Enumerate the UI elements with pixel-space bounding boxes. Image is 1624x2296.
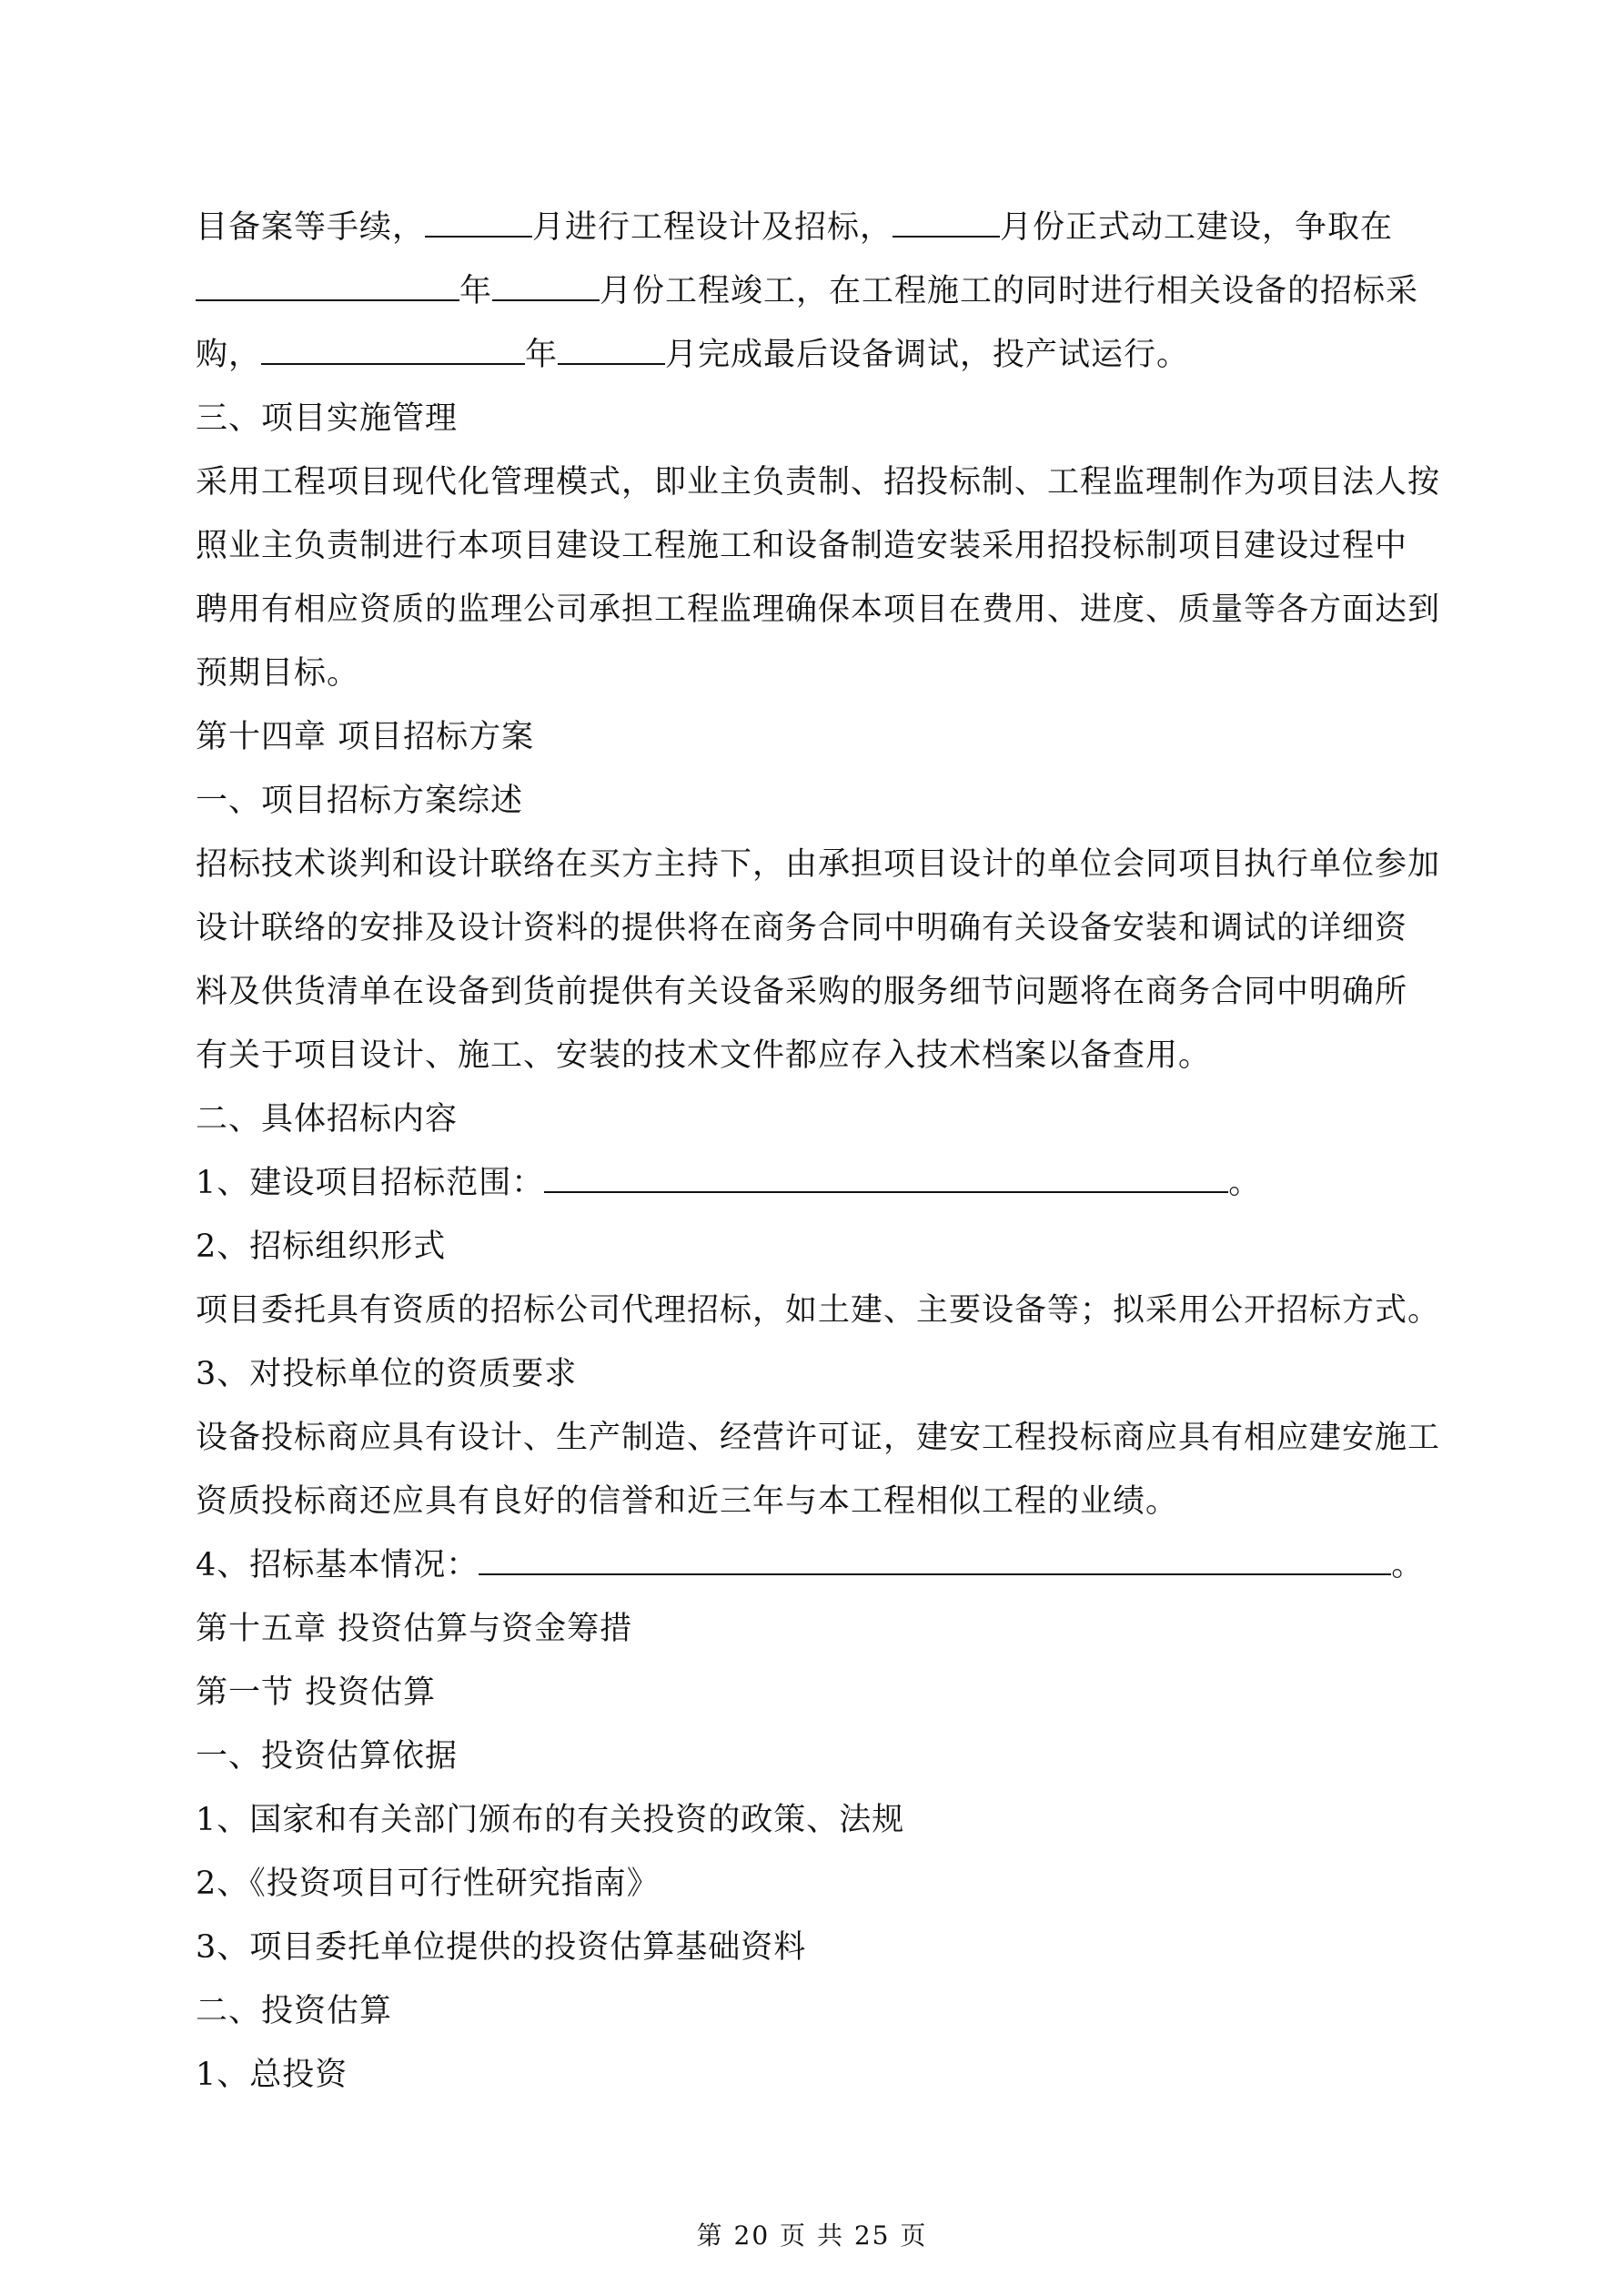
section-heading: 二、具体招标内容 (196, 1101, 459, 1138)
paragraph-line: 设计联络的安排及设计资料的提供将在商务合同中明确有关设备安装和调试的详细资 (196, 910, 1408, 946)
text: 年 (459, 273, 493, 309)
list-item: 1、国家和有关部门颁布的有关投资的政策、法规 (196, 1802, 905, 1838)
text: 。 (1228, 1165, 1262, 1201)
text: 目备案等手续， (196, 209, 426, 246)
text: 1、建设项目招标范围： (196, 1165, 545, 1201)
text: 购， (196, 337, 262, 373)
section-heading: 二、投资估算 (196, 1993, 393, 2029)
page-footer: 第 20 页 共 25 页 (696, 2220, 928, 2250)
chapter-heading: 第十四章 项目招标方案 (196, 719, 535, 755)
subsection-heading: 3、对投标单位的资质要求 (196, 1356, 578, 1392)
text: 4、招标基本情况： (196, 1547, 479, 1583)
paragraph-line: 采用工程项目现代化管理模式，即业主负责制、招投标制、工程监理制作为项目法人按 (196, 464, 1441, 501)
paragraph-line: 项目委托具有资质的招标公司代理招标，如土建、主要设备等；拟采用公开招标方式。 (196, 1292, 1441, 1329)
paragraph-line: 招标技术谈判和设计联络在买方主持下，由承担项目设计的单位会同项目执行单位参加 (196, 846, 1441, 883)
blank-field[interactable] (558, 336, 665, 365)
section-heading: 一、投资估算依据 (196, 1738, 459, 1775)
text: 。 (1391, 1547, 1425, 1583)
section-heading: 三、项目实施管理 (196, 400, 459, 437)
chapter-heading: 第十五章 投资估算与资金筹措 (196, 1611, 633, 1647)
paragraph-line (196, 207, 1393, 248)
paragraph-line: 料及供货清单在设备到货前提供有关设备采购的服务细节问题将在商务合同中明确所 (196, 974, 1408, 1010)
blank-field[interactable] (425, 208, 532, 238)
paragraph-line: 设备投标商应具有设计、生产制造、经营许可证，建安工程投标商应具有相应建安施工 (196, 1420, 1441, 1456)
blank-field[interactable] (492, 272, 600, 301)
blank-field[interactable] (196, 272, 459, 301)
section-heading: 第一节 投资估算 (196, 1674, 437, 1711)
text: 月进行工程设计及招标， (532, 209, 893, 246)
paragraph-line (196, 335, 1189, 375)
paragraph-line: 照业主负责制进行本项目建设工程施工和设备制造安装采用招投标制项目建设过程中 (196, 528, 1408, 564)
list-item: 3、项目委托单位提供的投资估算基础资料 (196, 1929, 807, 1966)
paragraph-line: 有关于项目设计、施工、安装的技术文件都应存入技术档案以备查用。 (196, 1037, 1212, 1074)
paragraph-line (196, 271, 1418, 311)
list-item: 2、《投资项目可行性研究指南》 (196, 1866, 660, 1902)
paragraph-line (196, 1163, 1261, 1203)
paragraph-line: 聘用有相应资质的监理公司承担工程监理确保本项目在费用、进度、质量等各方面达到 (196, 592, 1441, 628)
blank-field[interactable] (261, 336, 525, 365)
blank-field[interactable] (544, 1164, 1228, 1193)
list-item: 1、总投资 (196, 2057, 348, 2093)
text: 月份正式动工建设，争取在 (1000, 209, 1394, 246)
text: 年 (525, 337, 559, 373)
section-heading: 一、项目招标方案综述 (196, 783, 524, 819)
blank-field[interactable] (893, 208, 1000, 238)
paragraph-line (196, 1545, 1424, 1585)
text: 月份工程竣工，在工程施工的同时进行相关设备的招标采 (600, 273, 1419, 309)
subsection-heading: 2、招标组织形式 (196, 1229, 447, 1265)
paragraph-line: 资质投标商还应具有良好的信誉和近三年与本工程相似工程的业绩。 (196, 1483, 1179, 1520)
blank-field[interactable] (479, 1546, 1391, 1575)
paragraph-line: 预期目标。 (196, 655, 360, 692)
text: 月完成最后设备调试，投产试运行。 (665, 337, 1190, 373)
